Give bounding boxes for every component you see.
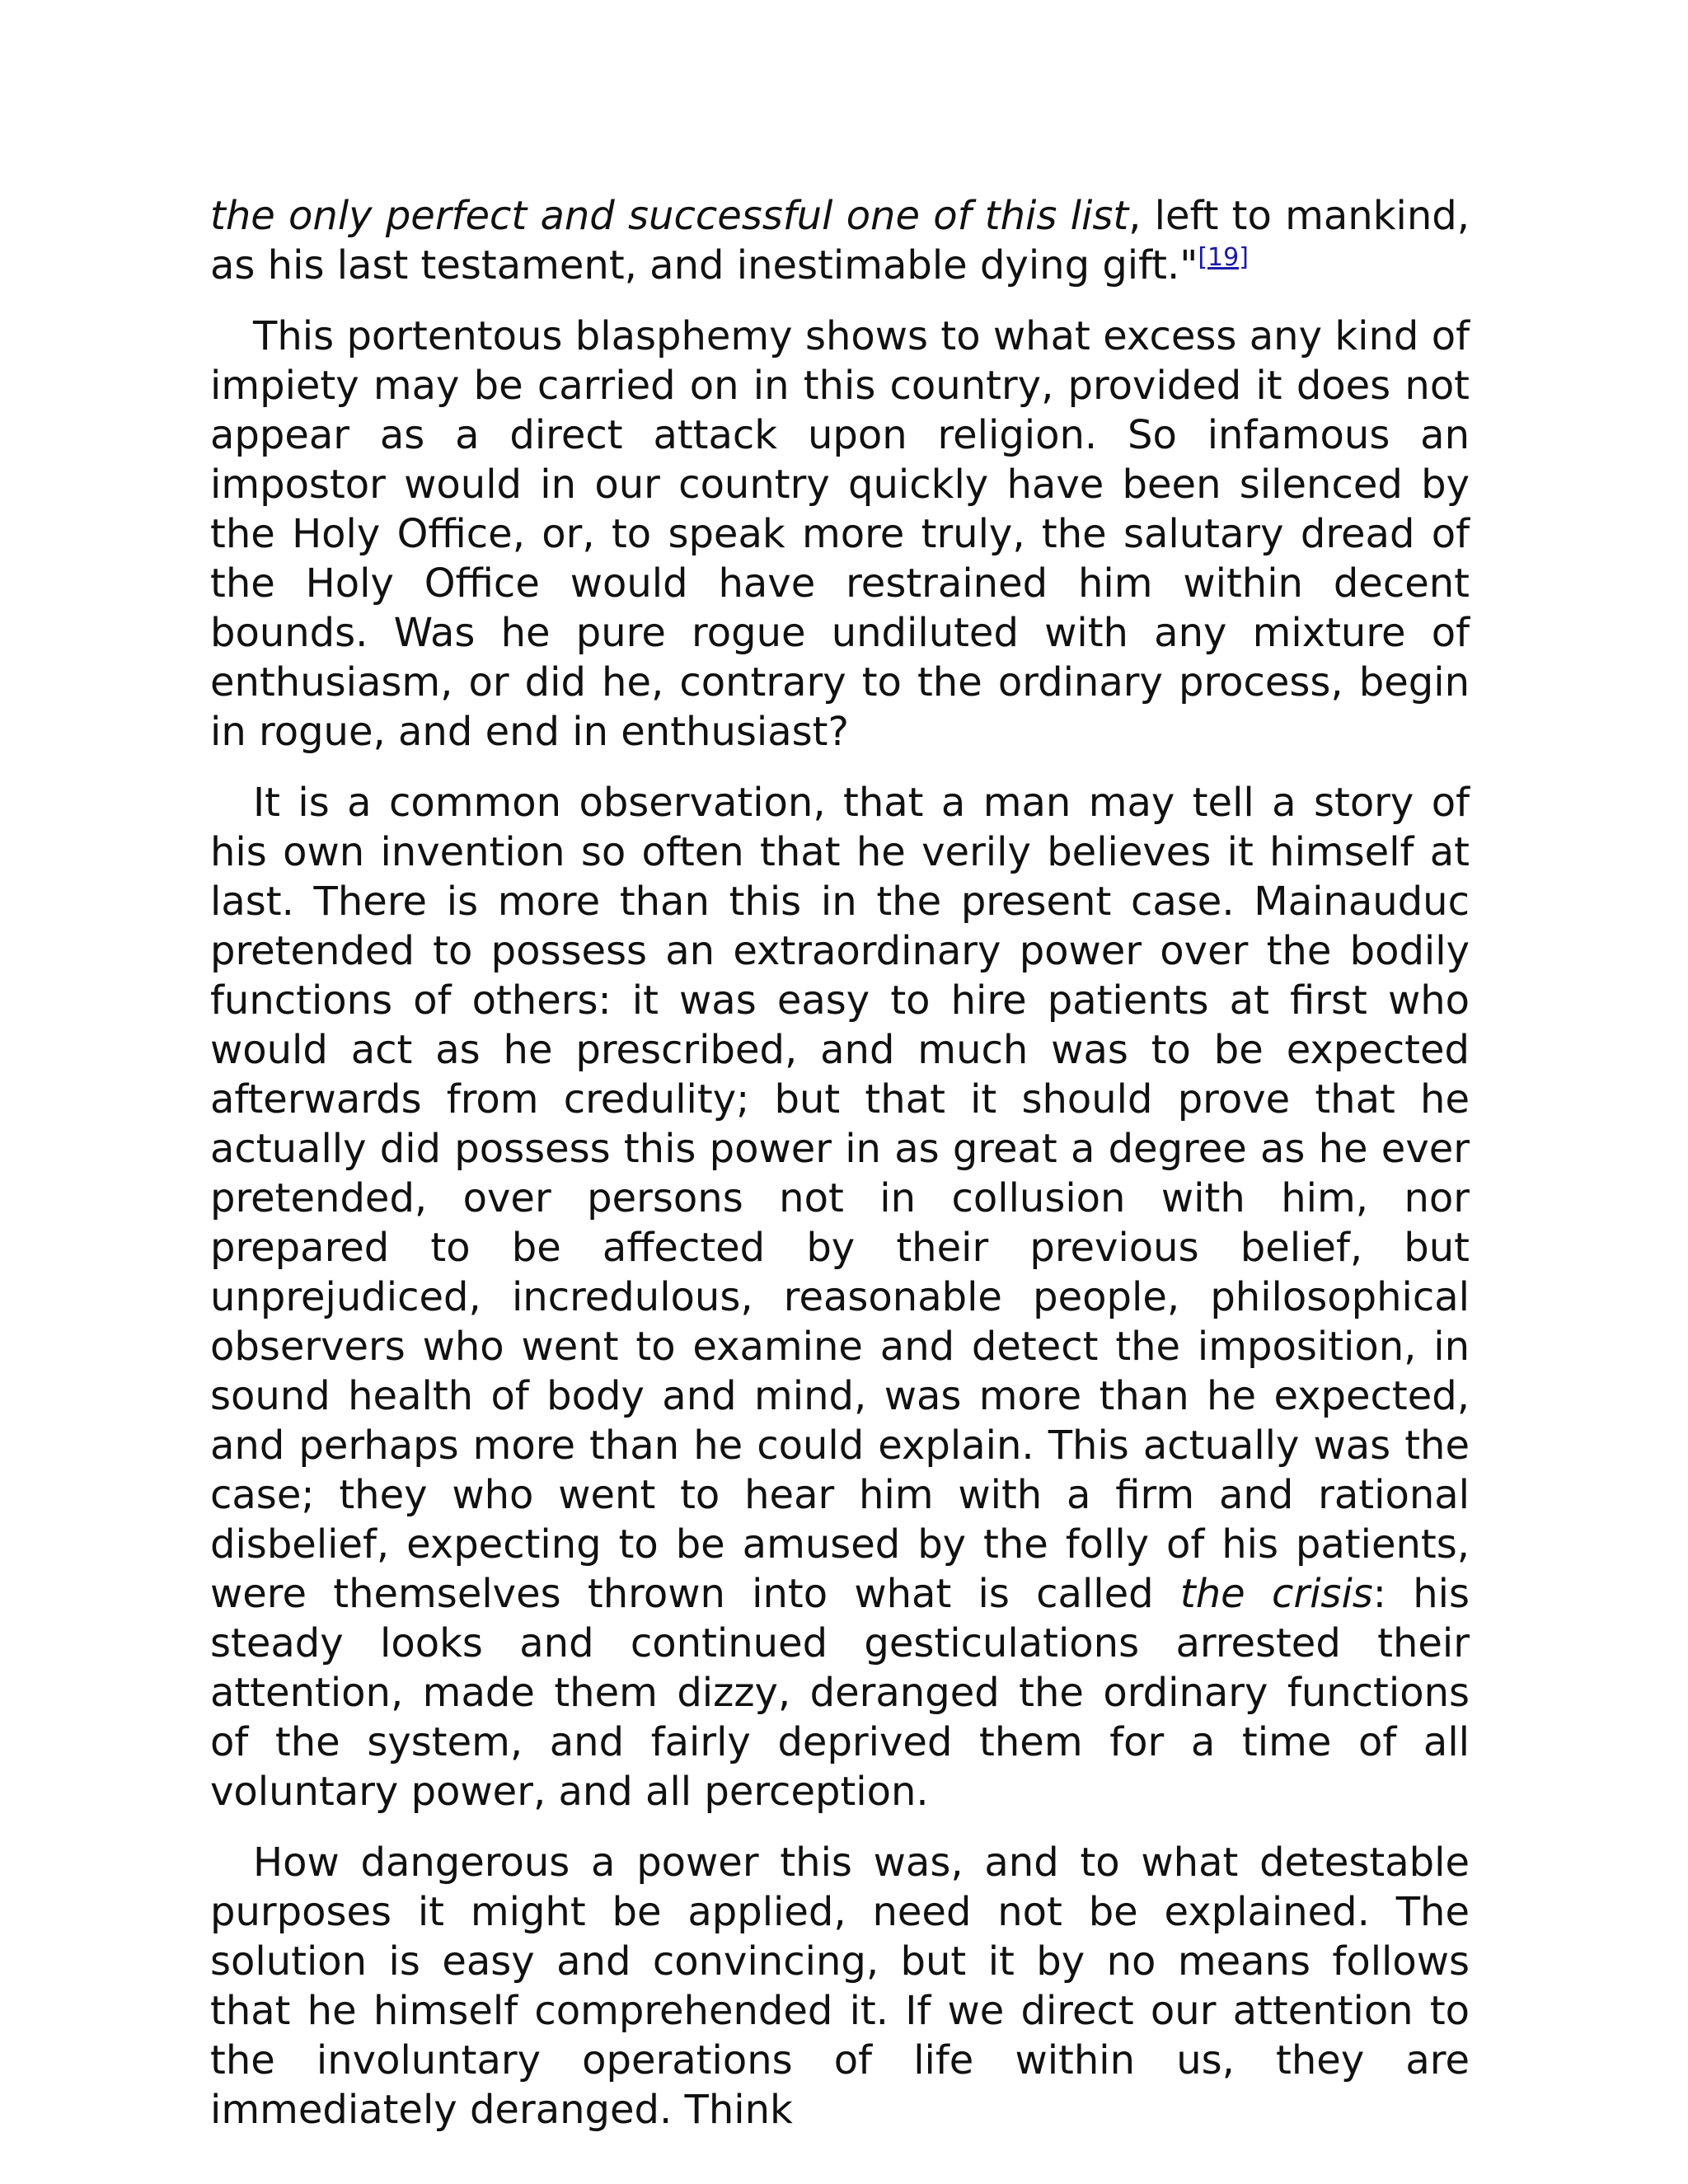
- paragraph-4: [210, 1838, 1470, 2135]
- paragraph-text: , left to mankind, as his last testament, and inestimable dying gift.": [210, 193, 1470, 288]
- footnote-link-19[interactable]: [19]: [1198, 243, 1249, 272]
- italic-phrase: the only perfect and successful one of this list: [210, 193, 1129, 239]
- paragraph-text: How dangerous a power this was, and to what detestable purposes it might be applied, need not be explained. The solution is easy and convincing, but it by no means follows that he himself comprehended it. If we direct our attention to the involuntary operations of life within us, they are immediately deranged. Think: [210, 1840, 1470, 2133]
- paragraph-1: [210, 191, 1470, 290]
- paragraph-text: This portentous blasphemy shows to what excess any kind of impiety may be carried on in this country, provided it does not appear as a direct attack upon religion. So infamous an impostor would in our country quickly have been silenced by the Holy Office, or, to speak more truly, the salutary dread of the Holy Office would have restrained him within decent bounds. Was he pure rogue undiluted with any mixture of enthusiasm, or did he, contrary to the ordinary process, begin in rogue, and end in enthusiast?: [210, 313, 1470, 755]
- paragraph-text: : his steady looks and continued gesticulations arrested their attention, made them dizzy, deranged the ordinary functions of the system, and fairly deprived them for a time of all voluntary power, and all perception.: [210, 1571, 1470, 1815]
- paragraph-text: It is a common observation, that a man may tell a story of his own invention so often that he verily believes it himself at last. There is more than this in the present case. Mainauduc pretended to possess an extraordinary power over the bodily functions of others: it was easy to hire patients at first who would act as he prescribed, and much was to be expected afterwards from credulity; but that it should prove that he actually did possess this power in as great a degree as he ever pretended, over persons not in collusion with him, nor prepared to be affected by their previous belief, but unprejudiced, incredulous, reasonable people, philosophical observers who went to examine and detect the imposition, in sound health of body and mind, was more than he expected, and perhaps more than he could explain. This actually was the case; they who went to hear him with a firm and rational disbelief, expecting to be amused by the folly of his patients, were themselves thrown into what is called: [210, 780, 1470, 1617]
- paragraph-3: [210, 778, 1470, 1816]
- document-page: [210, 191, 1470, 2156]
- italic-phrase: the crisis: [1179, 1571, 1373, 1617]
- paragraph-2: [210, 312, 1470, 757]
